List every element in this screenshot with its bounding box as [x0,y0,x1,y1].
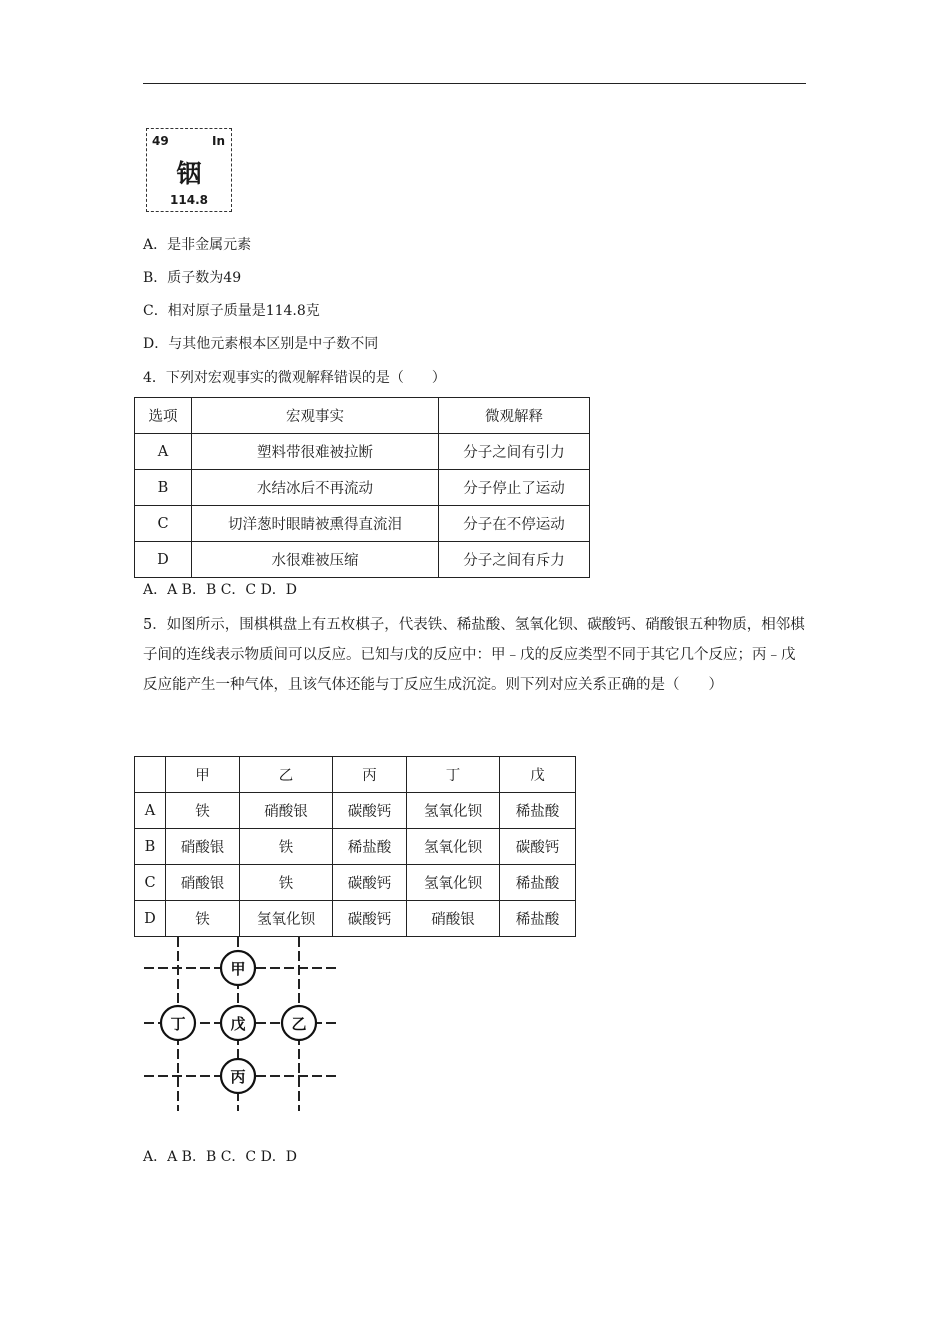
table-cell: 碳酸钙 [333,793,407,829]
table-cell: 水很难被压缩 [192,542,439,578]
table-cell: 氢氧化钡 [407,865,500,901]
table-row [135,506,590,542]
header-rule [143,83,806,84]
atomic-mass: 114.8 [170,193,208,207]
piece-label-ding: 丁 [170,1015,186,1033]
q4-table [134,397,590,578]
table-header-cell: 甲 [166,757,240,793]
q3-option-c: C．相对原子质量是114.8克 [143,303,320,319]
table-cell: 塑料带很难被拉断 [192,434,439,470]
q4-stem: 4．下列对宏观事实的微观解释错误的是（ ） [143,370,446,386]
table-row [135,542,590,578]
table-header-cell [135,757,166,793]
table-cell: 碳酸钙 [333,865,407,901]
go-board-figure [140,935,345,1115]
table-header-row [135,757,576,793]
piece-label-jia: 甲 [230,960,246,978]
q3-option-a: A．是非金属元素 [143,237,252,253]
table-header-cell: 戊 [500,757,576,793]
table-cell: 铁 [166,793,240,829]
table-row [135,793,576,829]
table-cell: D [135,542,192,578]
table-header-row [135,398,590,434]
table-cell: A [135,434,192,470]
table-cell: C [135,506,192,542]
table-cell: 碳酸钙 [333,901,407,937]
piece-label-wu: 戊 [230,1015,246,1033]
table-cell: 稀盐酸 [500,865,576,901]
table-cell: 氢氧化钡 [407,793,500,829]
table-header-cell: 丙 [333,757,407,793]
table-cell: 分子之间有引力 [439,434,590,470]
table-cell: B [135,829,166,865]
table-header-cell: 丁 [407,757,500,793]
table-cell: A [135,793,166,829]
table-cell: 稀盐酸 [333,829,407,865]
table-cell: 稀盐酸 [500,793,576,829]
table-cell: 分子之间有斥力 [439,542,590,578]
table-cell: 分子停止了运动 [439,470,590,506]
table-header-cell: 宏观事实 [192,398,439,434]
table-cell: B [135,470,192,506]
table-cell: 碳酸钙 [500,829,576,865]
element-name: 铟 [176,159,202,188]
table-cell: 硝酸银 [166,865,240,901]
table-row [135,829,576,865]
table-header-cell: 选项 [135,398,192,434]
element-tile [146,128,232,212]
table-row [135,470,590,506]
q3-option-d: D．与其他元素根本区别是中子数不同 [143,336,379,352]
element-symbol: In [211,134,225,148]
table-row [135,865,576,901]
table-cell: 氢氧化钡 [240,901,333,937]
table-cell: 硝酸银 [166,829,240,865]
table-header-cell: 微观解释 [439,398,590,434]
table-cell: 水结冰后不再流动 [192,470,439,506]
table-cell: 分子在不停运动 [439,506,590,542]
table-cell: C [135,865,166,901]
q5-table [134,756,576,937]
table-row [135,434,590,470]
table-cell: 硝酸银 [240,793,333,829]
table-cell: 稀盐酸 [500,901,576,937]
table-header-cell: 乙 [240,757,333,793]
table-cell: 氢氧化钡 [407,829,500,865]
table-cell: 铁 [166,901,240,937]
table-cell: 铁 [240,865,333,901]
q4-answer-options: A．A B．B C．C D．D [143,582,298,598]
table-cell: 切洋葱时眼睛被熏得直流泪 [192,506,439,542]
table-cell: 硝酸银 [407,901,500,937]
table-cell: D [135,901,166,937]
q5-answer-options: A．A B．B C．C D．D [143,1149,298,1165]
piece-label-bing: 丙 [230,1068,246,1086]
table-row [135,901,576,937]
q5-stem: 5．如图所示，围棋棋盘上有五枚棋子，代表铁、稀盐酸、氢氧化钡、碳酸钙、硝酸银五种物质，相邻棋子间的连线表示物质间可以反应。已知与戊的反应中：甲﹣戊的反应类型不同于其它几个反应；丙﹣戊反应能产生一种气体，且该气体还能与丁反应生成沉淀。则下列对应关系正确的是（ ） [143,617,805,693]
piece-label-yi: 乙 [291,1015,307,1033]
atomic-number: 49 [152,134,169,148]
q3-option-b: B．质子数为49 [143,270,242,286]
table-cell: 铁 [240,829,333,865]
